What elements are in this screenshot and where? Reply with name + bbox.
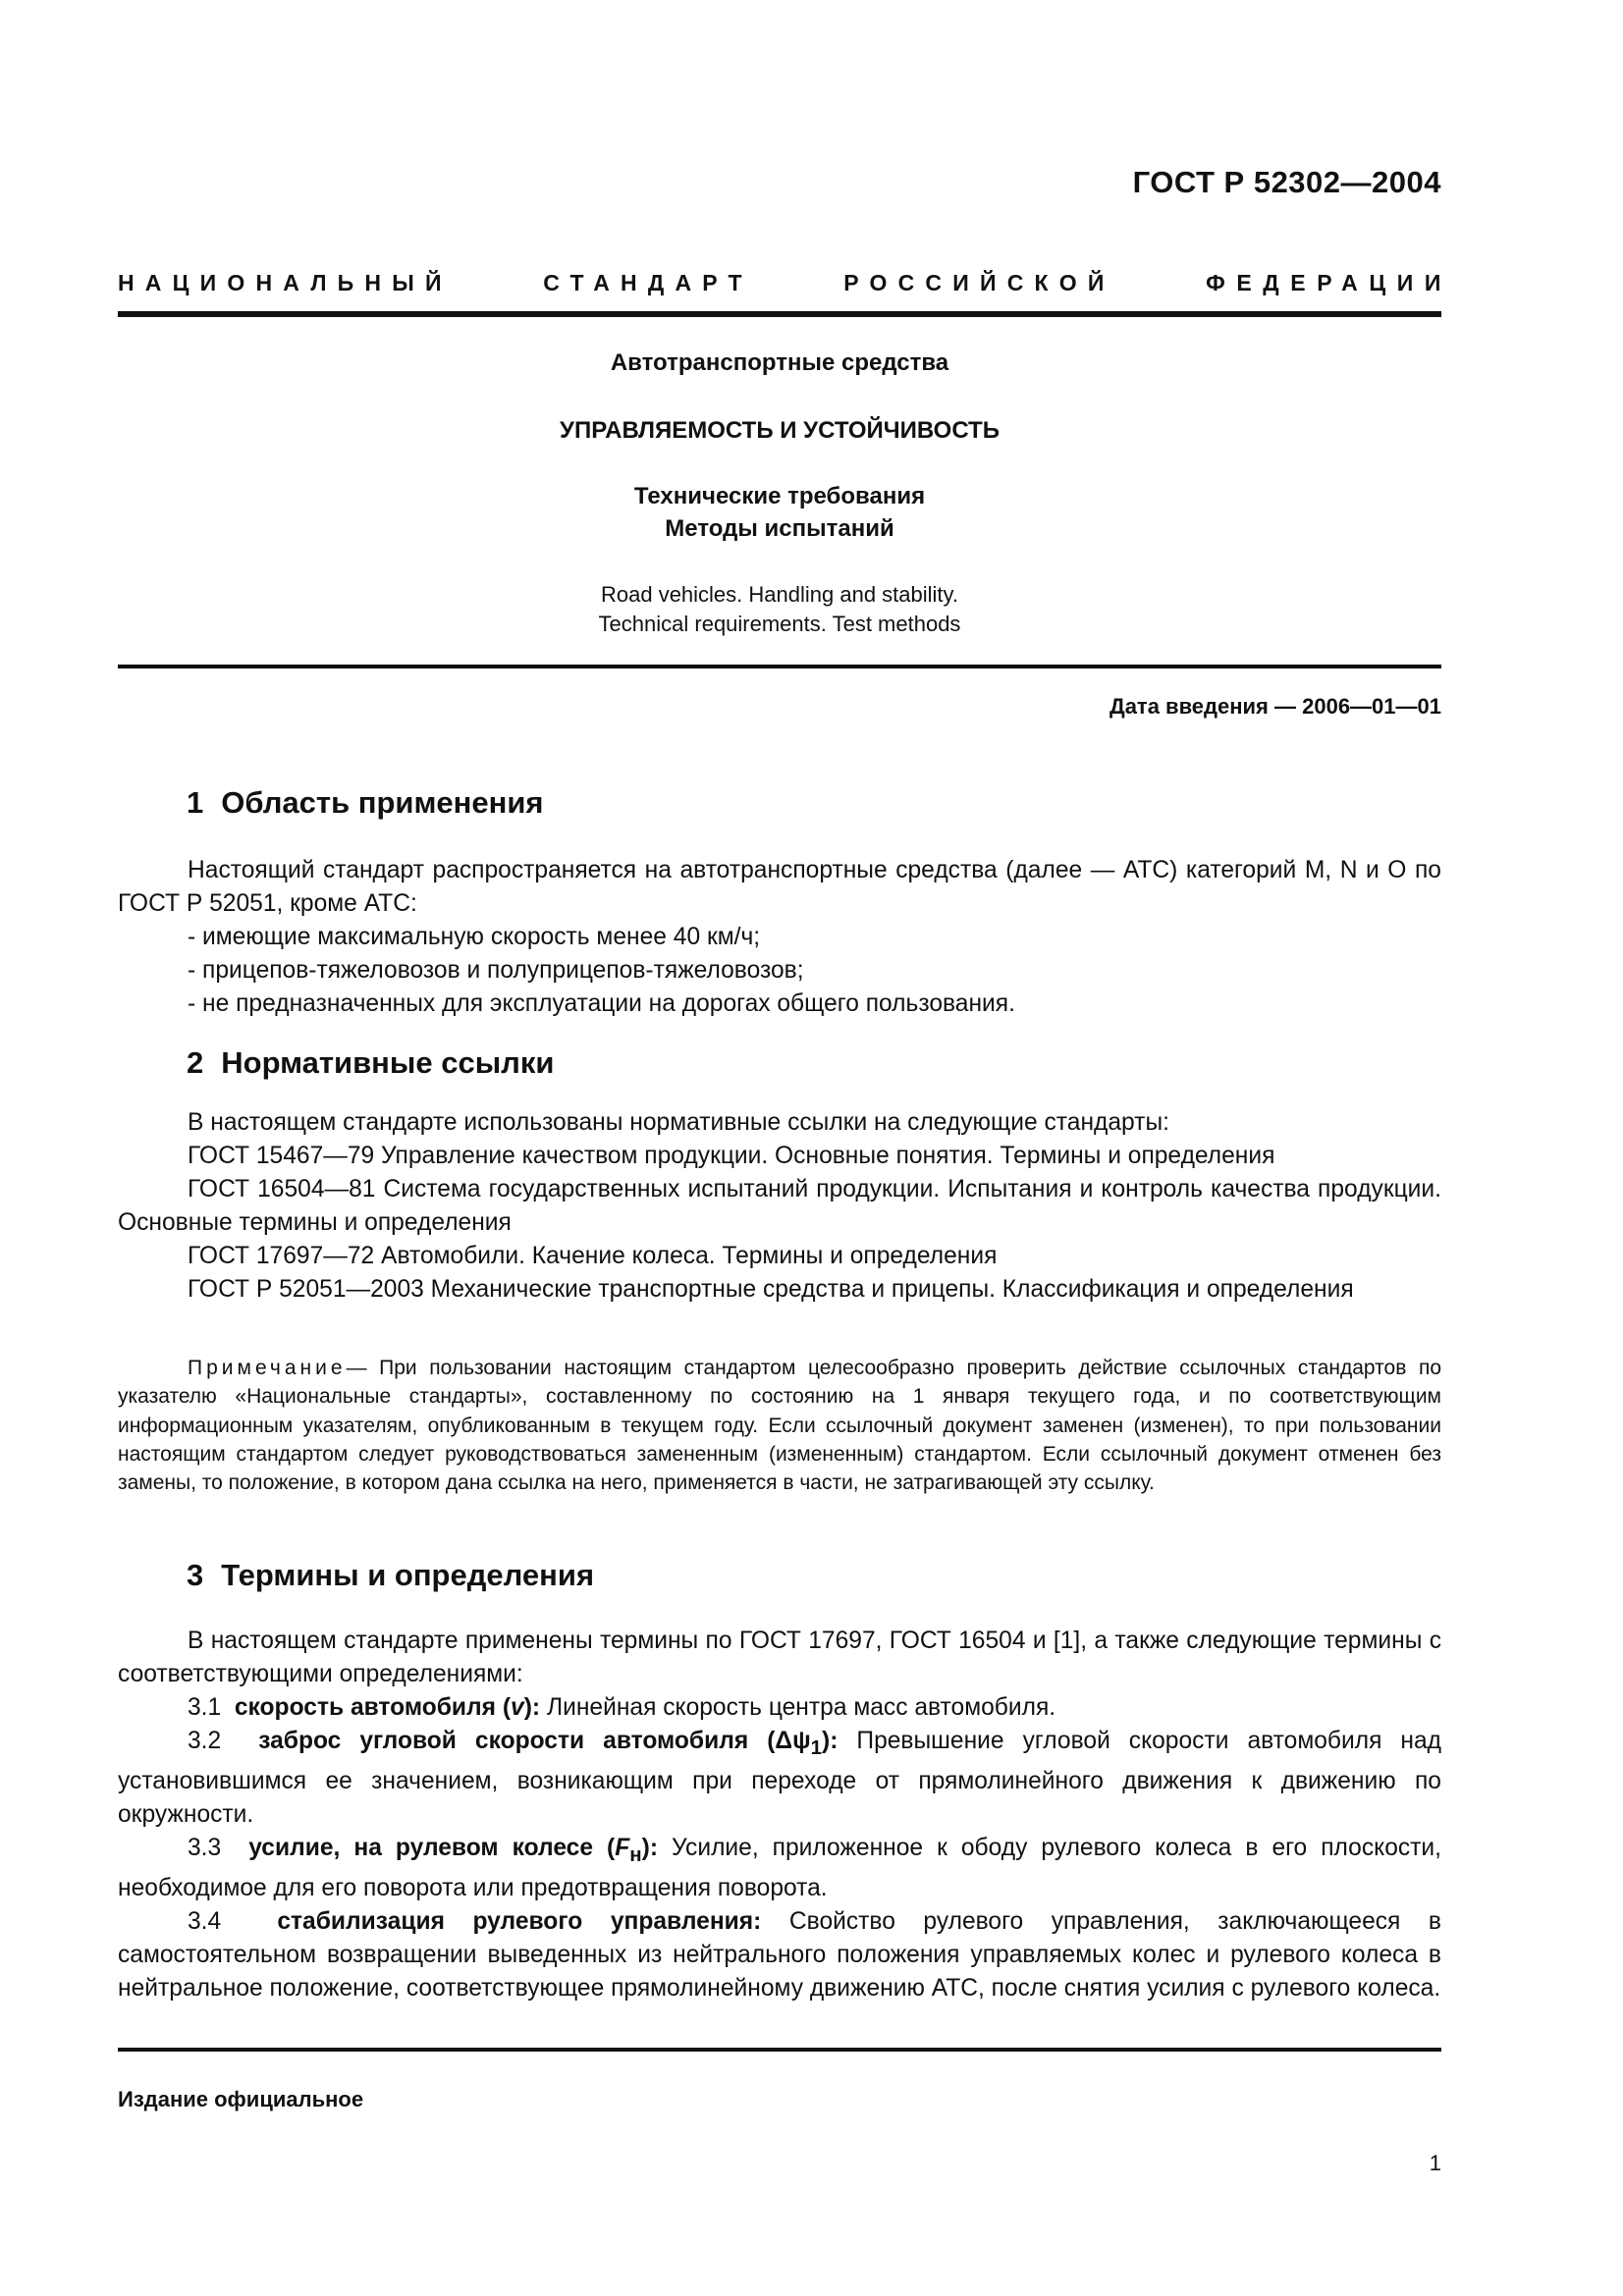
title-sub-2: Методы испытаний — [665, 515, 894, 542]
section-3-intro: В настоящем стандарте применены термины по ГОСТ 17697, ГОСТ 16504 и [1], а также следующие термины с соответствующими определениями: — [118, 1628, 1441, 1687]
page-number: 1 — [1429, 2151, 1441, 2175]
section-3-body — [118, 1625, 1441, 2005]
term-3-2: 3.2 заброс угловой скорости автомобиля $(\Delta\psi_1)$: Превышение угловой скорости автомобиля над установившимся ее значением, возникающим при переходе от прямолинейного движения к движению по окружности. — [118, 1728, 1441, 1828]
official-edition-label: Издание официальное — [118, 2087, 364, 2111]
section-2-body — [118, 1106, 1441, 1307]
list-item: - имеющие максимальную скорость менее 40 км/ч; — [188, 924, 761, 950]
section-1-number: 1 — [187, 785, 204, 820]
title-english-1: Road vehicles. Handling and stability. — [600, 582, 959, 607]
title-main: УПРАВЛЯЕМОСТЬ И УСТОЙЧИВОСТЬ — [560, 417, 1000, 444]
section-2-number: 2 — [187, 1045, 204, 1080]
references-note — [118, 1354, 1441, 1497]
section-1-title: Область применения — [221, 785, 544, 820]
term-3-3: 3.3 усилие, на рулевом колесе $(F_н)$: Усилие, приложенное к ободу рулевого колеса в его плоскости, необходимое для его поворота или предотвращения поворота. — [118, 1834, 1442, 1901]
banner-word-national: НАЦИОНАЛЬНЫЙ — [118, 270, 453, 295]
title-sub-1: Технические требования — [633, 483, 926, 509]
reference-item: ГОСТ 16504—81 Система государственных испытаний продукции. Испытания и контроль качества продукции. Основные термины и определения — [118, 1176, 1441, 1236]
section-1-body — [118, 854, 1441, 1021]
introduction-date: Дата введения — 2006—01—01 — [1109, 694, 1441, 719]
note-label: Примечание — [188, 1357, 347, 1379]
section-3-number: 3 — [187, 1558, 204, 1592]
section-2-intro: В настоящем стандарте использованы нормативные ссылки на следующие стандарты: — [188, 1109, 1169, 1136]
header-rule — [118, 311, 1441, 317]
title-rule — [118, 665, 1441, 668]
title-subject: Автотранспортные средства — [610, 349, 949, 376]
reference-item: ГОСТ Р 52051—2003 Механические транспортные средства и прицепы. Классификация и определения — [188, 1276, 1354, 1303]
section-1-paragraph: Настоящий стандарт распространяется на автотранспортные средства (далее — АТС) категорий M, N и O по ГОСТ Р 52051, кроме АТС: — [118, 857, 1441, 917]
list-item: - прицепов-тяжеловозов и полуприцепов-тяжеловозов; — [188, 957, 804, 984]
list-item: - не предназначенных для эксплуатации на дорогах общего пользования. — [188, 990, 1015, 1017]
section-3-title: Термины и определения — [221, 1558, 595, 1592]
footer-rule — [118, 2048, 1441, 2052]
national-standard-banner — [118, 270, 1452, 296]
reference-item: ГОСТ 17697—72 Автомобили. Качение колеса. Термины и определения — [188, 1243, 998, 1269]
section-2-title: Нормативные ссылки — [221, 1045, 555, 1080]
note-text: — При пользовании настоящим стандартом целесообразно проверить действие ссылочных стандартов по указателю «Национальные стандарты», составленному по состоянию на 1 января текущего года, и по соответствующим информационным указателям, опубликованным в текущем году. Если ссылочный документ заменен (изменен), то при пользовании настоящим стандартом следует руководствоваться замененным (измененным) стандартом. Если ссылочный документ отменен без замены, то положение, в котором дана ссылка на него, применяется в части, не затрагивающей эту ссылку. — [118, 1357, 1441, 1495]
banner-word-federation: ФЕДЕРАЦИИ — [1206, 270, 1452, 295]
document-code: ГОСТ Р 52302—2004 — [1132, 165, 1441, 199]
banner-word-standard: СТАНДАРТ — [543, 270, 753, 295]
term-3-4: 3.4 стабилизация рулевого управления: Свойство рулевого управления, заключающееся в самостоятельном возвращении выведенных из нейтрального положения управляемых колес и рулевого колеса в нейтральное положение, соответствующее прямолинейному движению АТС, после снятия усилия с рулевого колеса. — [118, 1907, 1441, 2002]
reference-item: ГОСТ 15467—79 Управление качеством продукции. Основные понятия. Термины и определения — [188, 1143, 1275, 1169]
title-english-2: Technical requirements. Test methods — [598, 612, 961, 636]
section-3-heading — [187, 1558, 594, 1593]
term-3-1: 3.1 скорость автомобиля (v): Линейная скорость центра масс автомобиля. — [188, 1694, 1056, 1721]
banner-word-russian: РОССИЙСКОЙ — [843, 270, 1115, 295]
section-2-heading — [187, 1045, 554, 1081]
section-1-heading — [187, 785, 544, 821]
